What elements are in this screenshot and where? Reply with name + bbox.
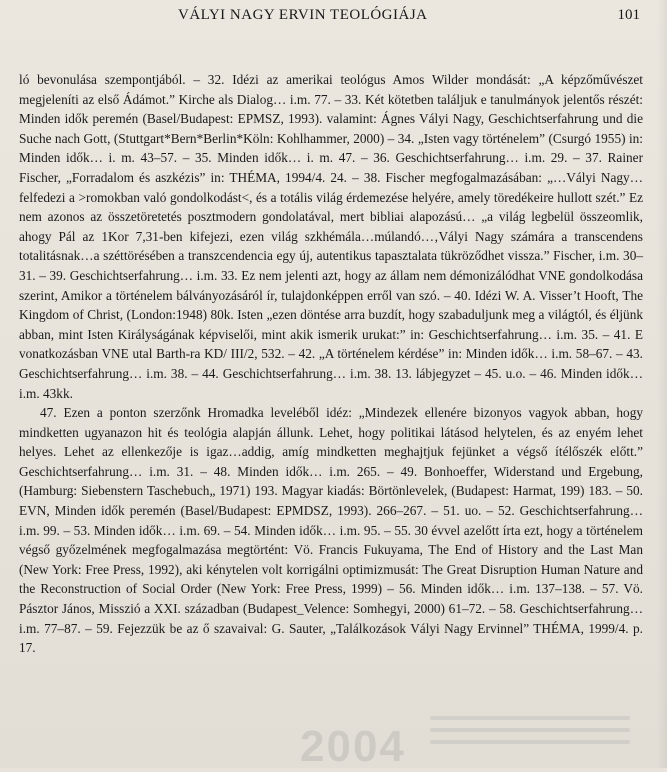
page-number: 101 [617,7,640,23]
running-title: VÁLYI NAGY ERVIN TEOLÓGIÁJA [178,7,428,23]
endnotes-paragraph: 47. Ezen a ponton szerzőnk Hromadka leveléből idéz: „Mindezek ellenére bizonyos vagyok abban, hogy mindketten ugyanazon hit és teológia alapján állunk. Lehet, hogy politikai látásod helytelen, és az enyém lehet helyes. Lehet az ellenkezője is igaz…addig, amíg mindketten meghajtjuk fejünket a végső ítélőszék előtt.” Geschichtserfahrung… i.m. 31. – 48. Minden idők… i.m. 265. – 49. Bonhoeffer, Widerstand und Ergebung, (Hamburg: Siebenstern Taschebuch„ 1971) 193. Magyar kiadás: Börtönlevelek, (Budapest: Harmat, 199) 183. – 50. EVN, Minden idők peremén (Basel/Budapest: EPMDSZ, 1993). 266–267. – 51. uo. – 52. Geschichtserfahrung… i.m. 99. – 53. Minden idők… i.m. 69. – 54. Minden idők… i.m. 95. – 55. 30 évvel azelőtt írta ezt, hogy a történelem végső győzelmének megfogalmazása megtörtént: Vö. Francis Fukuyama, The End of History and the Last Man (New York: Free Press, 1992), aki kénytelen volt korrigálni optimizmusát: The Great Disruption Human Nature and the Reconstruction of Social Order (New York: Free Press, 1999) – 56. Minden idők… i.m. 137–138. – 57. Vö. Pásztor János, Misszió a XXI. században (Budapest_Velence: Somhegyi, 2000) 61–72. – 58. Geschichtserfahrung… i.m. 77–87. – 59. Fejezzük be az ő szavaival: G. Sauter, „Találkozások Vályi Nagy Ervinnel” THÉMA, 1999/4. p. 17. [19,405,643,656]
bleed-through-watermark [300,700,660,771]
bleed-through-numeral: 2004 [300,722,406,771]
page-edge-shadow [657,0,667,768]
running-head [60,7,640,29]
endnotes-text [19,70,643,658]
bleed-through-lines [430,708,630,752]
endnotes-paragraph: ló bevonulása szempontjából. – 32. Idézi az amerikai teológus Amos Wilder mondását: „A képzőművészet megjeleníti az első Ádámot.” Kirche als Dialog… i.m. 77. – 33. Két kötetben találjuk e tanulmányok jelentős részét: Minden idők peremén (Basel/Budapest: EPMSZ, 1993). valamint: Ágnes Vályi Nagy, Geschichtserfahrung und die Suche nach Gott, (Stuttgart*Bern*Berlin*Köln: Kohlhammer, 2000) – 34. „Isten vagy történelem” (Csurgó 1955) in: Minden idők… i. m. 43–57. – 35. Minden idők… i. m. 47. – 36. Geschichtserfahrung… i.m. 29. – 37. Rainer Fischer, „Forradalom és aszkézis” in: THÉMA, 1994/4. 24. – 38. Fischer megfogalmazásában: „…Vályi Nagy…felfedezi a >romokban való gondolkodást<, és a totális világ érdemezése helyére, amely töredékeire hullott szét.” Ez nem azonos az összetöretetés posztmodern gondolatával, mert bibliai alapozású… „a világ legbelül összeomlik, ahogy Pál az 1Kor 7,31-ben kifejezi, ezen világ szkhémála…múlandó…‚Vályi Nagy számára a transcendens totalitásnak…a széttörésében a transzcendencia egy új, autentikus tapasztalata tükröződhet vissza.” Fischer, i.m. 30–31. – 39. Geschichtserfahrung… i.m. 33. Ez nem jelenti azt, hogy az állam nem démonizálódhat VNE gondolkodása szerint, Amikor a történelem bálványozásáról ír, tulajdonképpen erről van szó. – 40. Idézi W. A. Visser’t Hooft, The Kingdom of Christ, (London:1948) 80k. Isten „ezen döntése arra buzdít, hogy szabaduljunk meg a világtól, és éljünk abban, mint Isten Királyságának képviselői, mint akik ismerik urukat:” in: Geschichtserfahrung… i.m. 35. – 41. E vonatkozásban VNE utal Barth-ra KD/ III/2, 532. – 42. „A történelem kérdése” in: Minden idők… i.m. 58–67. – 43. Geschichtserfahrung… i.m. 38. – 44. Geschichtserfahrung… i.m. 38. 13. lábjegyzet – 45. u.o. – 46. Minden idők… i.m. 43kk. [19,72,643,401]
